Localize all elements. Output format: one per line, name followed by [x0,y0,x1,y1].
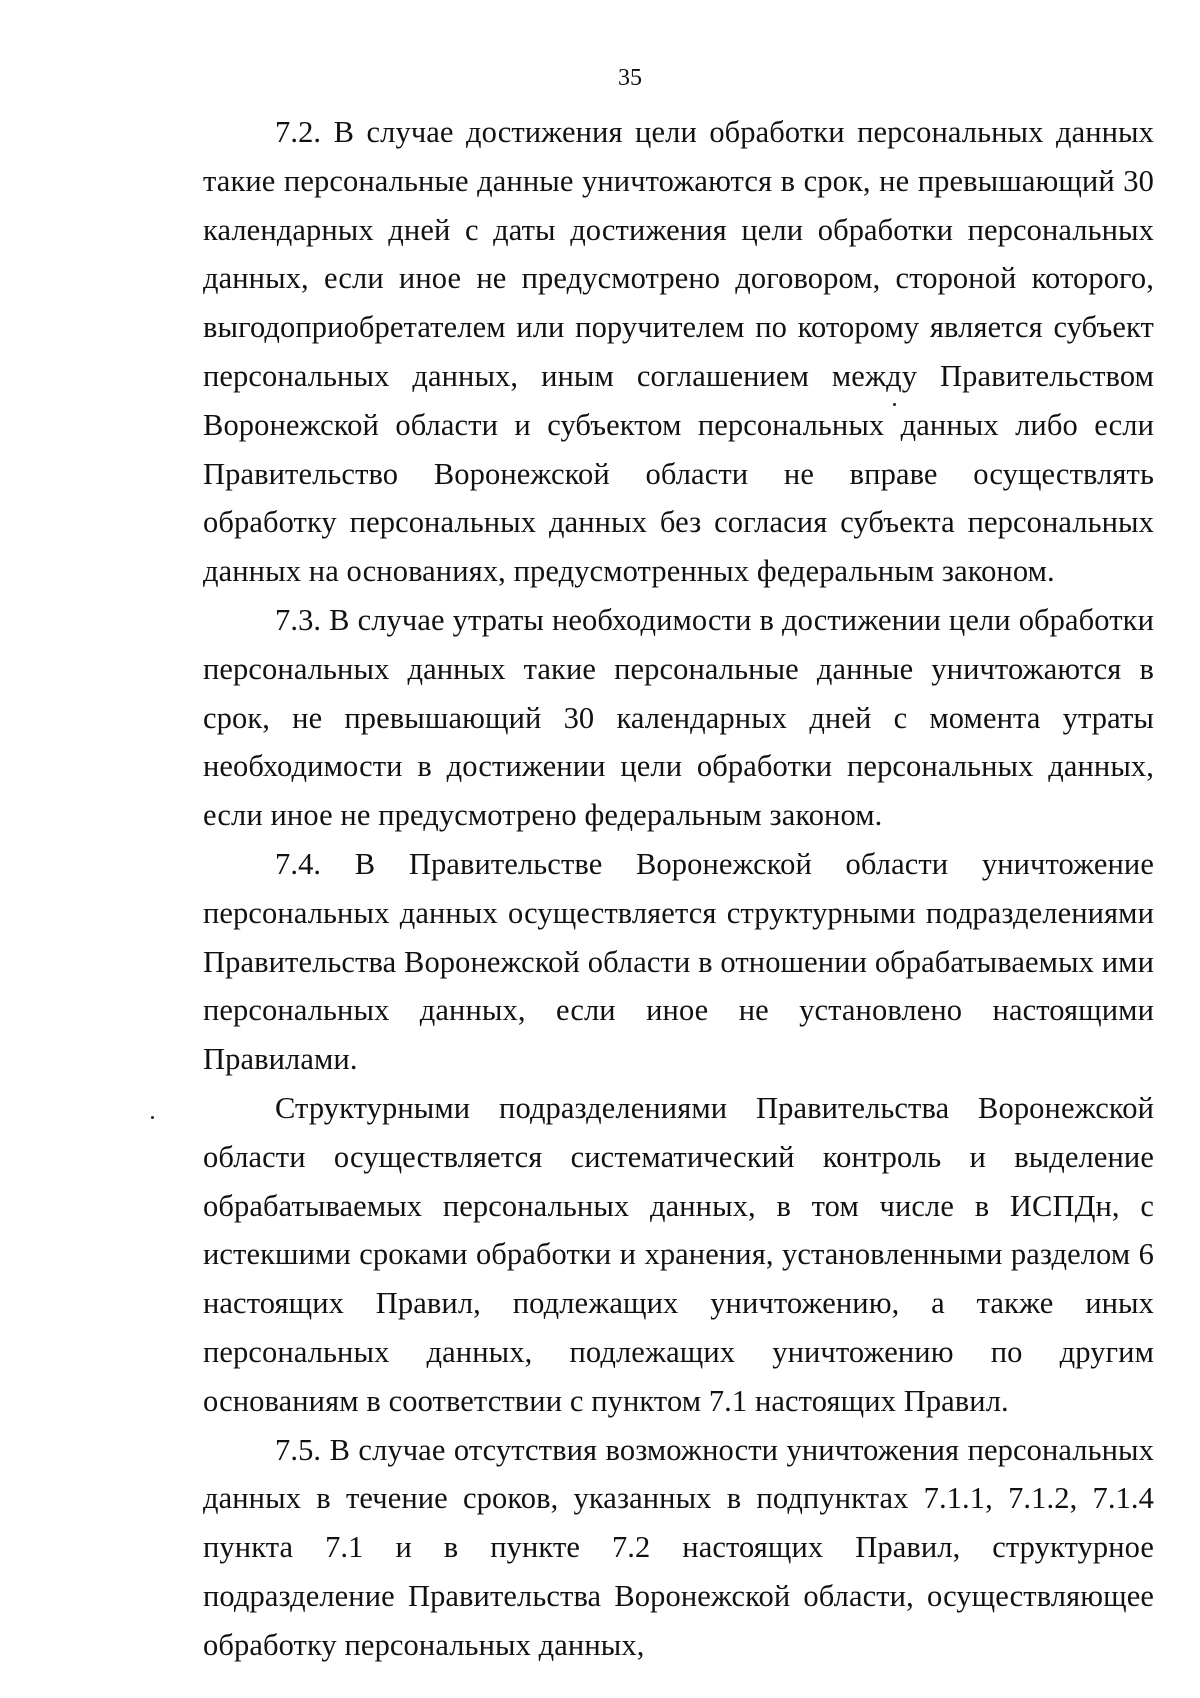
paragraph-7-5: 7.5. В случае отсутствия возможности уничтожения персональных данных в течение сроков, указанных в подпунктах 7.1.1, 7.1.2, 7.1.4 пункта 7.1 и в пункте 7.2 настоящих Правил, структурное подразделение Правительства Воронежской области, осуществляющее обработку персональных данных, [203,1432,1154,1662]
page-number: 35 [618,65,642,91]
paragraph-7-2: 7.2. В случае достижения цели обработки персональных данных такие персональные данные уничтожаются в срок, не превышающий 30 календарных дней с даты достижения цели обработки персональных данных, если иное не предусмотрено договором, стороной которого, выгодоприобретателем или поручителем по которому является субъект персональных данных, иным соглашением между Правительством Воронежской области и субъектом персональных данных либо если Правительство Воронежской области не вправе осуществлять обработку персональных данных без согласия субъекта персональных данных на основаниях, предусмотренных федеральным законом. [203,115,1154,589]
scan-speck [151,1116,154,1119]
paragraph-structural-units: Структурными подразделениями Правительства Воронежской области осуществляется систематический контроль и выделение обрабатываемых персональных данных, в том числе в ИСПДн, с истекшими сроками обработки и хранения, установленными разделом 6 настоящих Правил, подлежащих уничтожению, а также иных персональных данных, подлежащих уничтожению по другим основаниям в соответствии с пунктом 7.1 настоящих Правил. [203,1090,1154,1418]
scan-speck [893,403,896,406]
paragraph-7-3: 7.3. В случае утраты необходимости в достижении цели обработки персональных данных такие персональные данные уничтожаются в срок, не превышающий 30 календарных дней с момента утраты необходимости в достижении цели обработки персональных данных, если иное не предусмотрено федеральным законом. [203,602,1154,833]
paragraph-7-4: 7.4. В Правительстве Воронежской области уничтожение персональных данных осуществляется структурными подразделениями Правительства Воронежской области в отношении обрабатываемых ими персональных данных, если иное не установлено настоящими Правилами. [203,846,1154,1077]
document-body [203,108,1154,1670]
